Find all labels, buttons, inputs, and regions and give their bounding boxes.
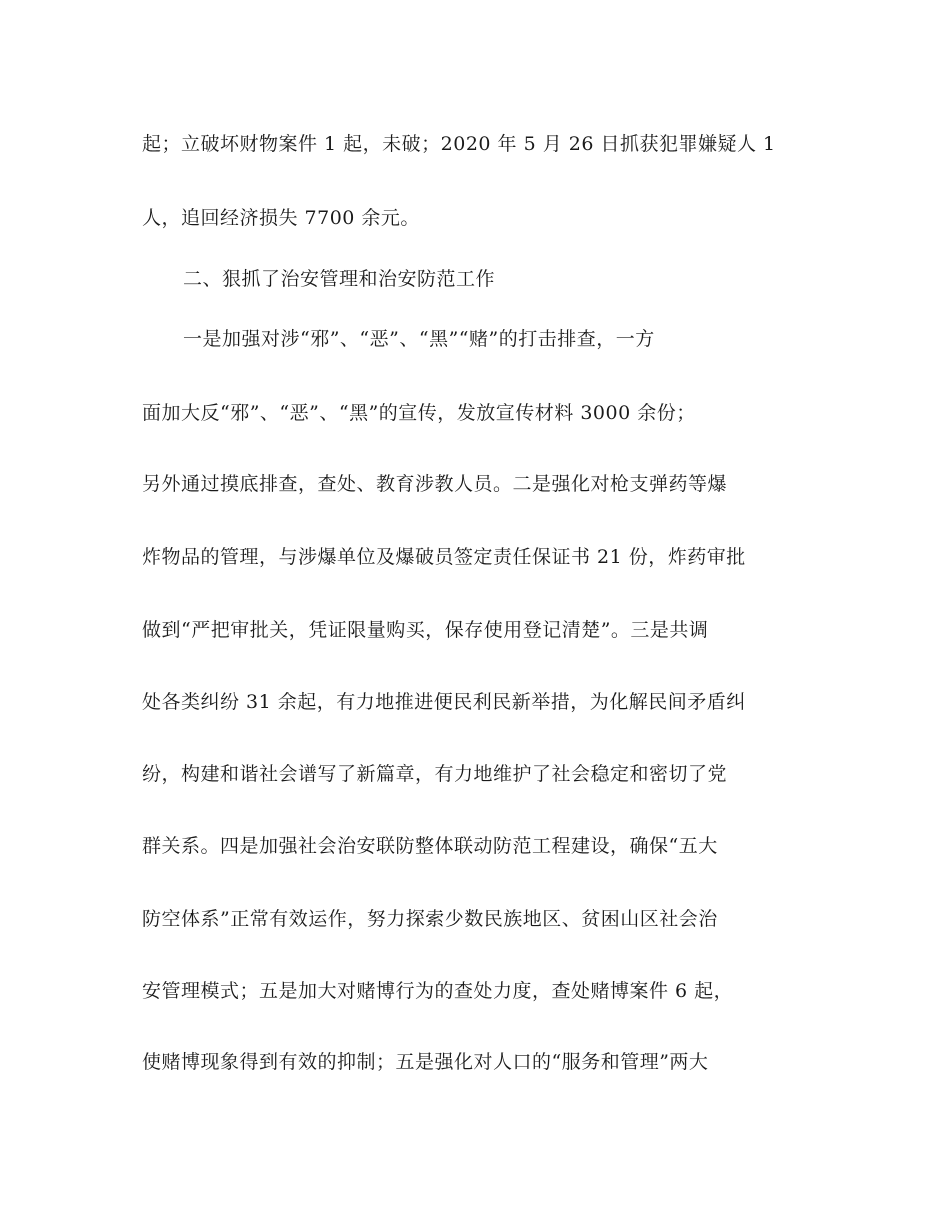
text-line: 处各类纠纷 31 余起，有力地推进便民利民新举措，为化解民间矛盾纠 [142, 691, 746, 713]
text-line: 防空体系”正常有效运作，努力探索少数民族地区、贫困山区社会治 [142, 908, 718, 930]
text-line: 群关系。四是加强社会治安联防整体联动防范工程建设，确保“五大 [142, 835, 718, 857]
text-line: 另外通过摸底排查，查处、教育涉教人员。二是强化对枪支弹药等爆 [142, 473, 728, 495]
text-line: 面加大反“邪”、“恶”、“黑”的宣传，发放宣传材料 3000 余份； [142, 402, 696, 424]
text-line: 纷，构建和谐社会谱写了新篇章，有力地维护了社会稳定和密切了党 [142, 763, 728, 785]
text-line: 炸物品的管理，与涉爆单位及爆破员签定责任保证书 21 份，炸药审批 [142, 546, 746, 568]
section-heading: 二、狠抓了治安管理和治安防范工作 [183, 268, 496, 290]
text-line: 安管理模式；五是加大对赌博行为的查处力度，查处赌博案件 6 起， [142, 980, 734, 1002]
text-line: 使赌博现象得到有效的抑制；五是强化对人口的“服务和管理”两大 [142, 1051, 709, 1073]
text-line: 人，追回经济损失 7700 余元。 [142, 207, 420, 229]
text-line: 做到“严把审批关，凭证限量购买，保存使用登记清楚”。三是共调 [142, 619, 709, 641]
paragraph-first-line: 一是加强对涉“邪”、“恶”、“黑”“赌”的打击排查，一方 [183, 328, 655, 350]
text-line: 起；立破坏财物案件 1 起，未破；2020 年 5 月 26 日抓获犯罪嫌疑人 1 [142, 133, 776, 155]
